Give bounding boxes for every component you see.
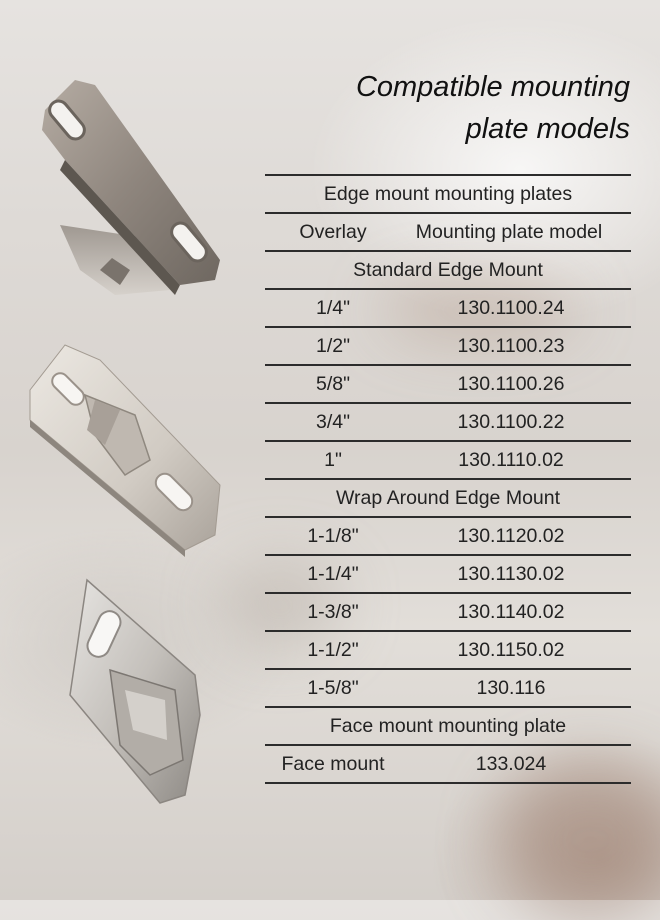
- title-line-1: Compatible mounting: [355, 71, 630, 103]
- title-line-2: plate models: [465, 113, 630, 145]
- overlay-cell: 1-1/8": [307, 524, 359, 547]
- table-row: [265, 746, 631, 784]
- model-cell: 133.024: [475, 752, 547, 775]
- section-header-standard: [265, 252, 631, 290]
- overlay-cell: 1-5/8": [307, 676, 359, 699]
- overlay-cell: 1-1/4": [307, 562, 359, 585]
- table-row: [265, 442, 631, 480]
- section-header-wrap-around: [265, 480, 631, 518]
- overlay-cell: 1/2": [315, 334, 351, 357]
- table-row: [265, 594, 631, 632]
- model-cell: 130.1140.02: [457, 600, 565, 623]
- table-row: [265, 556, 631, 594]
- overlay-cell: 1/4": [315, 296, 351, 319]
- model-cell: 130.1100.22: [457, 410, 565, 433]
- overlay-cell: 3/4": [315, 410, 351, 433]
- model-cell: 130.1110.02: [458, 448, 564, 471]
- model-cell: 130.1100.23: [457, 334, 565, 357]
- section-label: Standard Edge Mount: [353, 258, 543, 281]
- table-header-row: [265, 214, 631, 252]
- edge-mount-plate-image: [20, 70, 230, 310]
- wrap-around-plate-image: [65, 575, 205, 805]
- column-header-overlay: Overlay: [299, 220, 367, 243]
- overlay-cell: 5/8": [315, 372, 351, 395]
- table-caption: Edge mount mounting plates: [323, 182, 573, 205]
- column-header-model: Mounting plate model: [415, 220, 603, 243]
- table-row: [265, 518, 631, 556]
- section-label: Wrap Around Edge Mount: [335, 486, 561, 509]
- page-title: [300, 66, 630, 150]
- section-header-face-mount: [265, 708, 631, 746]
- model-cell: 130.116: [476, 676, 546, 699]
- table-row: [265, 632, 631, 670]
- standard-edge-plate-image: [25, 335, 225, 560]
- table-row: [265, 290, 631, 328]
- model-cell: 130.1130.02: [457, 562, 565, 585]
- model-cell: 130.1100.24: [457, 296, 565, 319]
- table-row: [265, 366, 631, 404]
- model-cell: 130.1120.02: [457, 524, 565, 547]
- table-caption-row: [265, 176, 631, 214]
- section-label: Face mount mounting plate: [329, 714, 567, 737]
- model-cell: 130.1150.02: [457, 638, 565, 661]
- table-row: [265, 670, 631, 708]
- overlay-cell: Face mount: [281, 752, 385, 775]
- overlay-cell: 1-3/8": [307, 600, 359, 623]
- background-blur: [500, 760, 660, 920]
- overlay-cell: 1-1/2": [307, 638, 359, 661]
- table-row: [265, 328, 631, 366]
- model-cell: 130.1100.26: [457, 372, 565, 395]
- mounting-plate-table: [265, 174, 631, 784]
- overlay-cell: 1": [324, 448, 342, 471]
- table-row: [265, 404, 631, 442]
